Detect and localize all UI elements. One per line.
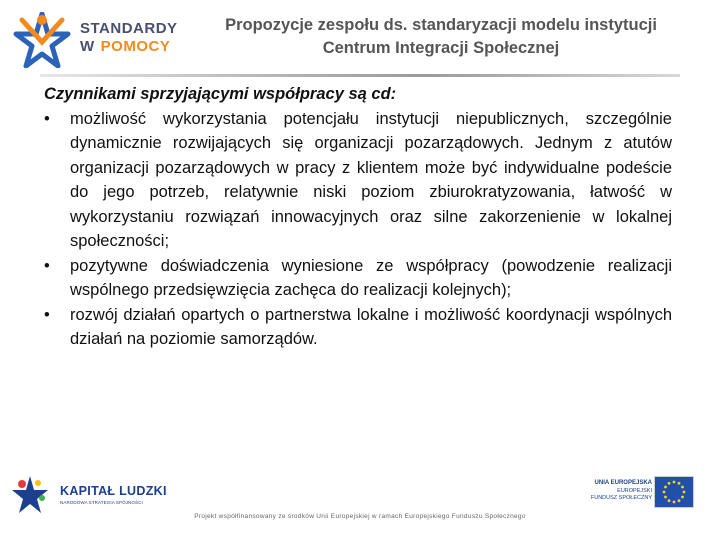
logo-line2-w: W: [80, 38, 95, 55]
standardy-w-pomocy-logo: [12, 8, 182, 68]
slide-title: [176, 14, 706, 60]
slide-footer: [0, 462, 720, 540]
eu-flag-icon: [654, 476, 694, 508]
slide-title-line2: Centrum Integracji Społecznej: [322, 39, 560, 57]
eu-efs-logo: [560, 474, 710, 514]
content-heading: Czynnikami sprzyjającymi współpracy są cd:: [44, 85, 397, 103]
bullet-item-2: • pozytywne doświadczenia wyniesione ze współpracy (powodzenie realizacji wspólnego przedsięwzięcia zachęca do realizacji kolejnych);: [44, 254, 672, 303]
bullet-list: [44, 107, 672, 352]
eu-logo-line1: UNIA EUROPEJSKA: [594, 480, 652, 486]
bullet-item-3: • rozwój działań opartych o partnerstwa lokalne i możliwość koordynacji wspólnych działań na poziomie samorządów.: [44, 303, 672, 352]
eu-logo-line2: EUROPEJSKI: [617, 488, 652, 494]
star-figure-logo-icon: [12, 12, 76, 68]
bullet-item-1: • możliwość wykorzystania potencjału instytucji niepublicznych, szczególnie dynamicznie rozwijających się organizacji pozarządowych. Jednym z atutów organizacji pozarządowych w pracy z klientem może być indywidualne podeście do jego potrzeb, relatywnie niski poziom zbiurokratyzowania, łatwość w wykorzystaniu rozwiązań innowacyjnych oraz silne zakorzenienie w lokalnej społeczności;: [44, 107, 672, 254]
logo-line1: STANDARDY: [80, 20, 178, 37]
slide-content: [44, 82, 672, 352]
funding-note: Projekt współfinansowany ze środków Unii Europejskiej w ramach Europejskiego Funduszu Społecznego: [194, 513, 526, 520]
slide-title-line1: Propozycje zespołu ds. standaryzacji modelu instytucji: [225, 16, 657, 34]
header-divider: [40, 74, 680, 77]
logo-line2-rest: POMOCY: [100, 38, 171, 55]
kapital-ludzki-subtitle: NARODOWA STRATEGIA SPÓJNOŚCI: [60, 500, 143, 505]
kapital-ludzki-title: KAPITAŁ LUDZKI: [60, 484, 167, 498]
eu-logo-line2-3: [582, 488, 652, 502]
logo-line2: [80, 38, 178, 56]
kapital-ludzki-star-icon: [10, 472, 50, 516]
kapital-ludzki-logo: [10, 472, 170, 516]
slide-header: [0, 0, 720, 78]
eu-logo-line3: FUNDUSZ SPOŁECZNY: [590, 495, 652, 501]
